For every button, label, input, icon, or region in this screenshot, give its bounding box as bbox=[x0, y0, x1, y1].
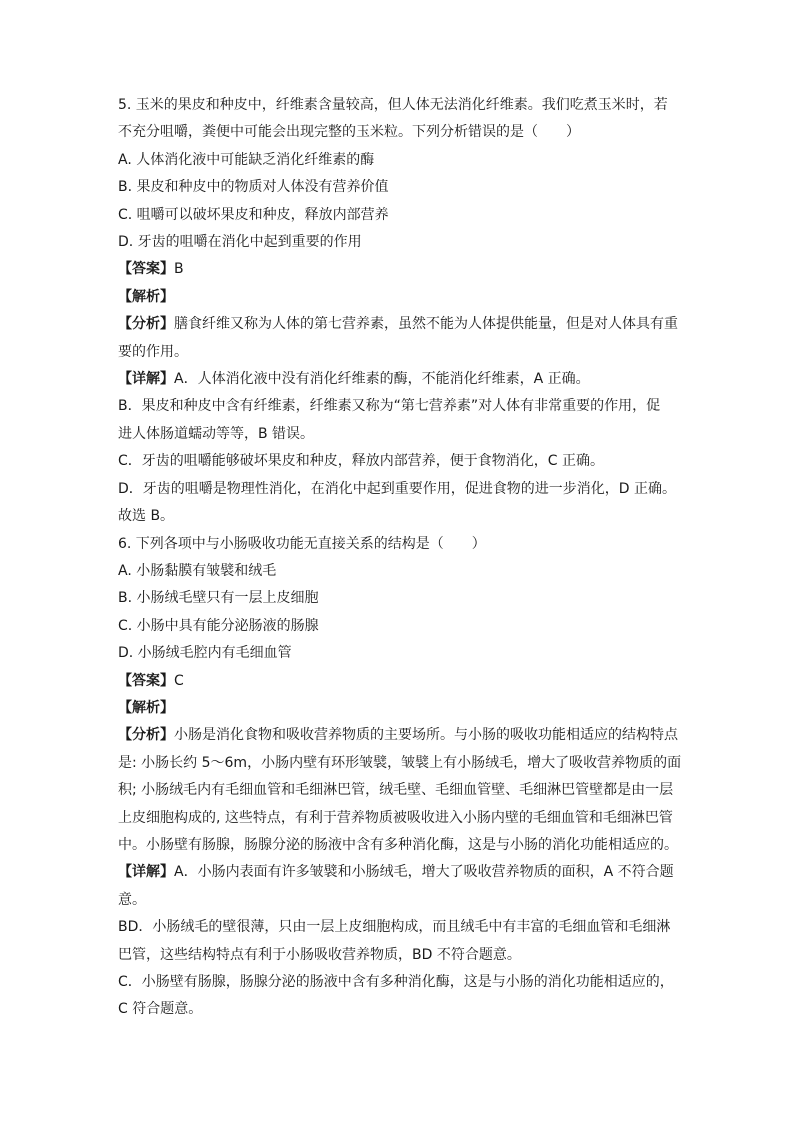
analysis-tag: 【解析】 bbox=[118, 699, 174, 716]
option-c: C. 小肠中具有能分泌肠液的肠腺 bbox=[118, 617, 319, 634]
fenxi-text: 小肠是消化食物和吸收营养物质的主要场所。与小肠的吸收功能相适应的结构特点 bbox=[174, 727, 678, 744]
xiangjie-text: BD．小肠绒毛的壁很薄，只由一层上皮细胞构成，而且绒毛中有丰富的毛细血管和毛细淋 bbox=[118, 919, 671, 936]
question-stem-line: 6. 下列各项中与小肠吸收功能无直接关系的结构是（ ） bbox=[118, 535, 486, 552]
answer-value: C bbox=[174, 672, 184, 689]
fenxi-line bbox=[118, 722, 678, 749]
answer-line bbox=[118, 668, 678, 695]
xiangjie-text: C 符合题意。 bbox=[118, 1001, 203, 1018]
answer-line bbox=[118, 256, 678, 283]
option-d: D. 牙齿的咀嚼在消化中起到重要的作用 bbox=[118, 234, 362, 251]
fenxi-text: 上皮细胞构成的, 这些特点，有利于营养物质被吸收进入小肠内壁的毛细血管和毛细淋巴管 bbox=[118, 809, 673, 826]
question-6 bbox=[118, 531, 682, 1024]
xiangjie-tag: 【详解】 bbox=[118, 371, 174, 388]
xiangjie-text: B．果皮和种皮中含有纤维素，纤维素又称为“第七营养素”对人体有非常重要的作用，促 bbox=[118, 398, 661, 415]
option-c: C. 咀嚼可以破坏果皮和种皮，释放内部营养 bbox=[118, 206, 389, 223]
xiangjie-text: D．牙齿的咀嚼是物理性消化，在消化中起到重要作用，促进食物的进一步消化，D 正确。 bbox=[118, 480, 677, 497]
question-stem-line: 不充分咀嚼，粪便中可能会出现完整的玉米粒。下列分析错误的是（ ） bbox=[118, 124, 580, 141]
document-content bbox=[118, 92, 682, 1024]
option-a: A. 人体消化液中可能缺乏消化纤维素的酶 bbox=[118, 151, 375, 168]
xiangjie-tag: 【详解】 bbox=[118, 864, 174, 881]
xiangjie-text: C．小肠壁有肠腺，肠腺分泌的肠液中含有多种消化酶，这是与小肠的消化功能相适应的， bbox=[118, 974, 674, 990]
xiangjie-text: A．小肠内表面有许多皱襞和小肠绒毛，增大了吸收营养物质的面积，A 不符合题 bbox=[174, 864, 674, 881]
fenxi-text: 要的作用。 bbox=[118, 343, 188, 360]
xiangjie-text: 意。 bbox=[118, 891, 146, 908]
answer-tag: 【答案】 bbox=[118, 261, 174, 278]
question-5 bbox=[118, 92, 678, 531]
fenxi-text: 是: 小肠长约 5～6m，小肠内壁有环形皱襞，皱襞上有小肠绒毛，增大了吸收营养物质的面 bbox=[118, 754, 682, 771]
fenxi-line bbox=[118, 311, 678, 338]
fenxi-text: 膳食纤维又称为人体的第七营养素，虽然不能为人体提供能量，但是对人体具有重 bbox=[174, 316, 678, 333]
xiangjie-line bbox=[118, 366, 678, 393]
option-b: B. 小肠绒毛壁只有一层上皮细胞 bbox=[118, 590, 319, 607]
xiangjie-line bbox=[118, 859, 678, 886]
answer-tag: 【答案】 bbox=[118, 672, 174, 689]
fenxi-text: 中。小肠壁有肠腺，肠腺分泌的肠液中含有多种消化酶，这是与小肠的消化功能相适应的。 bbox=[118, 836, 678, 853]
option-b: B. 果皮和种皮中的物质对人体没有营养价值 bbox=[118, 179, 389, 196]
option-a: A. 小肠黏膜有皱襞和绒毛 bbox=[118, 562, 277, 579]
fenxi-text: 积; 小肠绒毛内有毛细血管和毛细淋巴管，绒毛壁、毛细血管壁、毛细淋巴管壁都是由一层 bbox=[118, 782, 674, 799]
conclusion-text: 故选 B。 bbox=[118, 508, 175, 525]
fenxi-tag: 【分析】 bbox=[118, 727, 174, 744]
xiangjie-text: A．人体消化液中没有消化纤维素的酶，不能消化纤维素，A 正确。 bbox=[174, 371, 590, 388]
analysis-tag: 【解析】 bbox=[118, 288, 174, 305]
option-d: D. 小肠绒毛腔内有毛细血管 bbox=[118, 645, 292, 662]
answer-value: B bbox=[174, 261, 184, 278]
question-stem-line: 5. 玉米的果皮和种皮中，纤维素含量较高，但人体无法消化纤维素。我们吃煮玉米时，若 bbox=[118, 97, 668, 113]
xiangjie-text: 巴管，这些结构特点有利于小肠吸收营养物质，BD 不符合题意。 bbox=[118, 946, 521, 963]
xiangjie-text: 进人体肠道蠕动等等，B 错误。 bbox=[118, 425, 315, 442]
xiangjie-text: C．牙齿的咀嚼能够破坏果皮和种皮，释放内部营养，便于食物消化，C 正确。 bbox=[118, 453, 604, 470]
fenxi-tag: 【分析】 bbox=[118, 316, 174, 333]
